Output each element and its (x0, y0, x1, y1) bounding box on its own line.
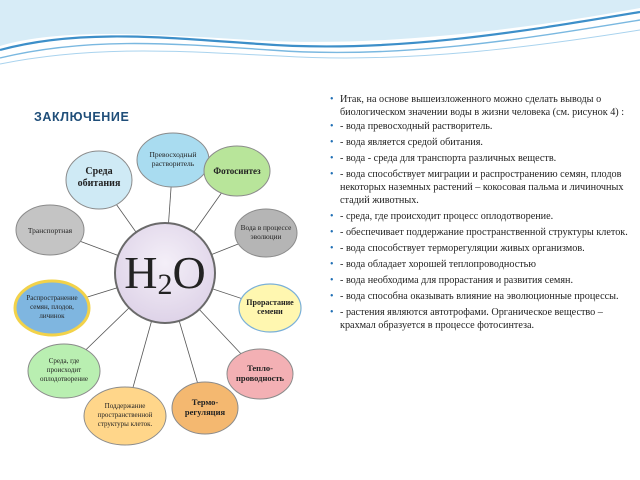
list-item: • - вода является средой обитания. (330, 137, 630, 150)
list-item: • - вода необходима для прорастания и развития семян. (330, 275, 630, 288)
node-habitat (66, 151, 132, 209)
svg-text:Вода в процессеэволюции: Вода в процессе эволюции (240, 223, 292, 241)
conclusion-text (330, 94, 630, 336)
list-item: • - вода превосходный растворитель. (330, 121, 630, 134)
header-wave-decoration (0, 0, 640, 90)
list-item: • - вода способствует терморегуляции живых организмов. (330, 243, 630, 256)
node-fertilization (28, 344, 100, 398)
node-solvent (137, 133, 209, 187)
h2o-diagram (0, 128, 330, 480)
list-item: • - вода способна оказывать влияние на эволюционные процессы. (330, 291, 630, 304)
node-photosynthesis (204, 146, 270, 196)
list-item: • - растения являются автотрофами. Органическое вещество – крахмал образуется в процессе фотосинтеза. (330, 307, 630, 332)
svg-text:Среда, гдепроисходитоплодотвор: Среда, где происходит оплодотворение (39, 357, 89, 383)
node-center-h2o (115, 223, 215, 323)
svg-text:Средаобитания: Среда обитания (77, 166, 121, 189)
list-item: • - вода обладает хорошей теплопроводностью (330, 259, 630, 272)
bullet-icon: • (330, 94, 334, 105)
list-item: • - среда, где происходит процесс оплодотворение. (330, 211, 630, 224)
svg-text:Транспортная: Транспортная (27, 226, 73, 235)
conclusion-list (330, 121, 630, 332)
list-item: • - вода - среда для транспорта различных веществ. (330, 153, 630, 166)
page-heading: ЗАКЛЮЧЕНИЕ (34, 110, 130, 124)
svg-text:Поддержаниепространственнойстр: Поддержание пространственной структуры клеток. (97, 402, 153, 428)
node-transport (16, 205, 84, 255)
node-germination (239, 284, 301, 332)
node-evolution (235, 209, 297, 257)
intro-paragraph: Итак, на основе вышеизложенного можно сделать выводы о биологическом значении воды в жизни человека (см. рисунок 4) : (340, 94, 625, 118)
node-thermoreg (172, 382, 238, 434)
list-item: • - обеспечивает поддержание пространственной структуры клеток. (330, 227, 630, 240)
node-heat (227, 349, 293, 399)
svg-text:Распространениесемян, плодов,л: Распространение семян, плодов, личинок (26, 294, 78, 320)
svg-text:Фотосинтез: Фотосинтез (213, 166, 261, 176)
node-dispersal (15, 281, 89, 335)
node-structure (84, 387, 166, 445)
svg-text:Прорастаниесемени: Прорастание семени (246, 298, 294, 316)
svg-text:Термо-регуляция: Термо-регуляция (184, 397, 226, 417)
list-item: • - вода способствует миграции и распространению семян, плодов некоторых наземных растений – кокосовая пальма и личиночных стадий животных. (330, 169, 630, 207)
svg-text:Превосходныйрастворитель: Превосходный растворитель (149, 150, 197, 168)
svg-text:H2O: H2O (124, 247, 206, 301)
svg-text:Тепло-проводность: Тепло-проводность (235, 363, 285, 383)
